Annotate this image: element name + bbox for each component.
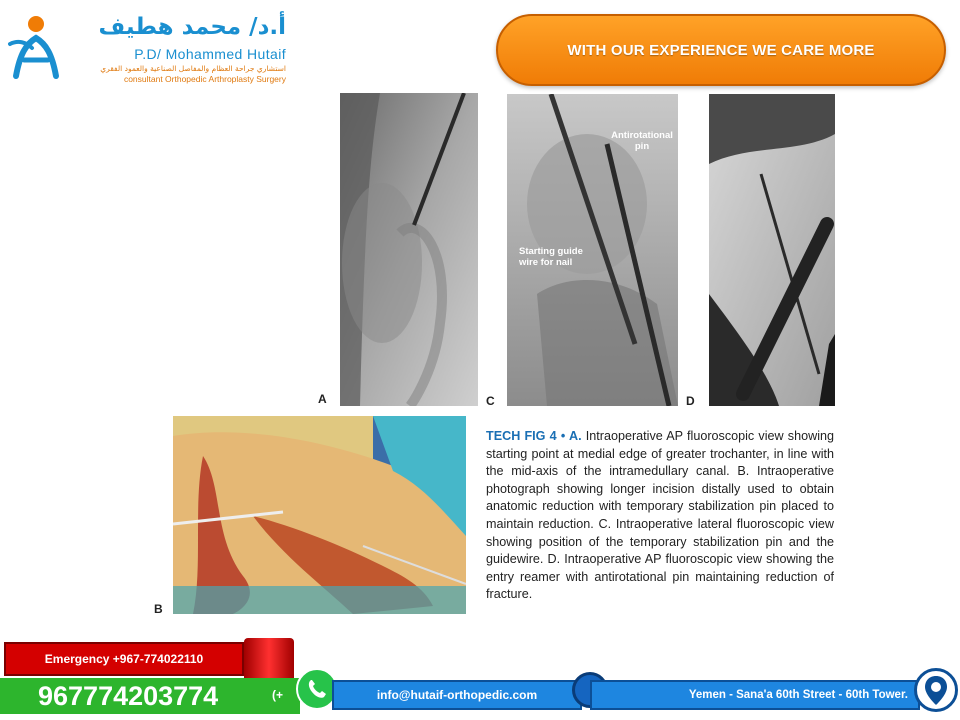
- address-bar[interactable]: Yemen - Sana'a 60th Street - 60th Tower.: [590, 680, 920, 710]
- phone-prefix: (+: [272, 688, 284, 702]
- annotation-starting-guide-wire: Starting guide wire for nail: [519, 246, 583, 268]
- xray-image-a: [340, 93, 478, 406]
- figure-label-b: B: [154, 602, 163, 616]
- location-icon[interactable]: [914, 668, 958, 712]
- logo-arabic-subtitle: استشاري جراحة العظام والمفاصل الصناعية والعمود الفقري: [100, 64, 286, 73]
- figure-label-c: C: [486, 394, 495, 408]
- slogan-banner: WITH OUR EXPERIENCE WE CARE MORE: [496, 14, 946, 86]
- figure-caption: [486, 428, 834, 604]
- figure-label-a: A: [318, 392, 327, 406]
- surgical-photo-b: [173, 416, 466, 614]
- caption-heading: TECH FIG 4 • A.: [486, 429, 582, 443]
- caption-body: Intraoperative AP fluoroscopic view showing starting point at medial edge of greater trochanter, in line with the mid-axis of the intramedullary canal. B. Intraoperative photograph showing longer incision distally used to obtain anatomic reduction with temporary stabilization pin placed to maintain reduction. C. Intraoperative lateral fluoroscopic view showing position of the temporary stabilization pin and the guidewire. D. Intraoperative AP fluoroscopic view showing the entry reamer with antirotational pin maintaining reduction of fracture.: [486, 429, 835, 602]
- emergency-bar[interactable]: Emergency +967-774022110: [4, 642, 244, 676]
- logo: [6, 10, 286, 82]
- xray-image-c: [507, 94, 678, 406]
- phone-bar[interactable]: 967774203774: [0, 678, 300, 714]
- logo-english-subtitle: consultant Orthopedic Arthroplasty Surgery: [123, 74, 286, 84]
- joint-logo-icon: [6, 14, 66, 80]
- email-bar[interactable]: info@hutaif-orthopedic.com: [332, 680, 582, 710]
- logo-arabic-name: أ.د/ محمد هطيف: [98, 14, 286, 40]
- annotation-antirotational-pin: Antirotational pin: [611, 130, 673, 152]
- figure-label-d: D: [686, 394, 695, 408]
- logo-english-name: P.D/ Mohammed Hutaif: [134, 46, 286, 62]
- xray-image-d: [709, 94, 835, 406]
